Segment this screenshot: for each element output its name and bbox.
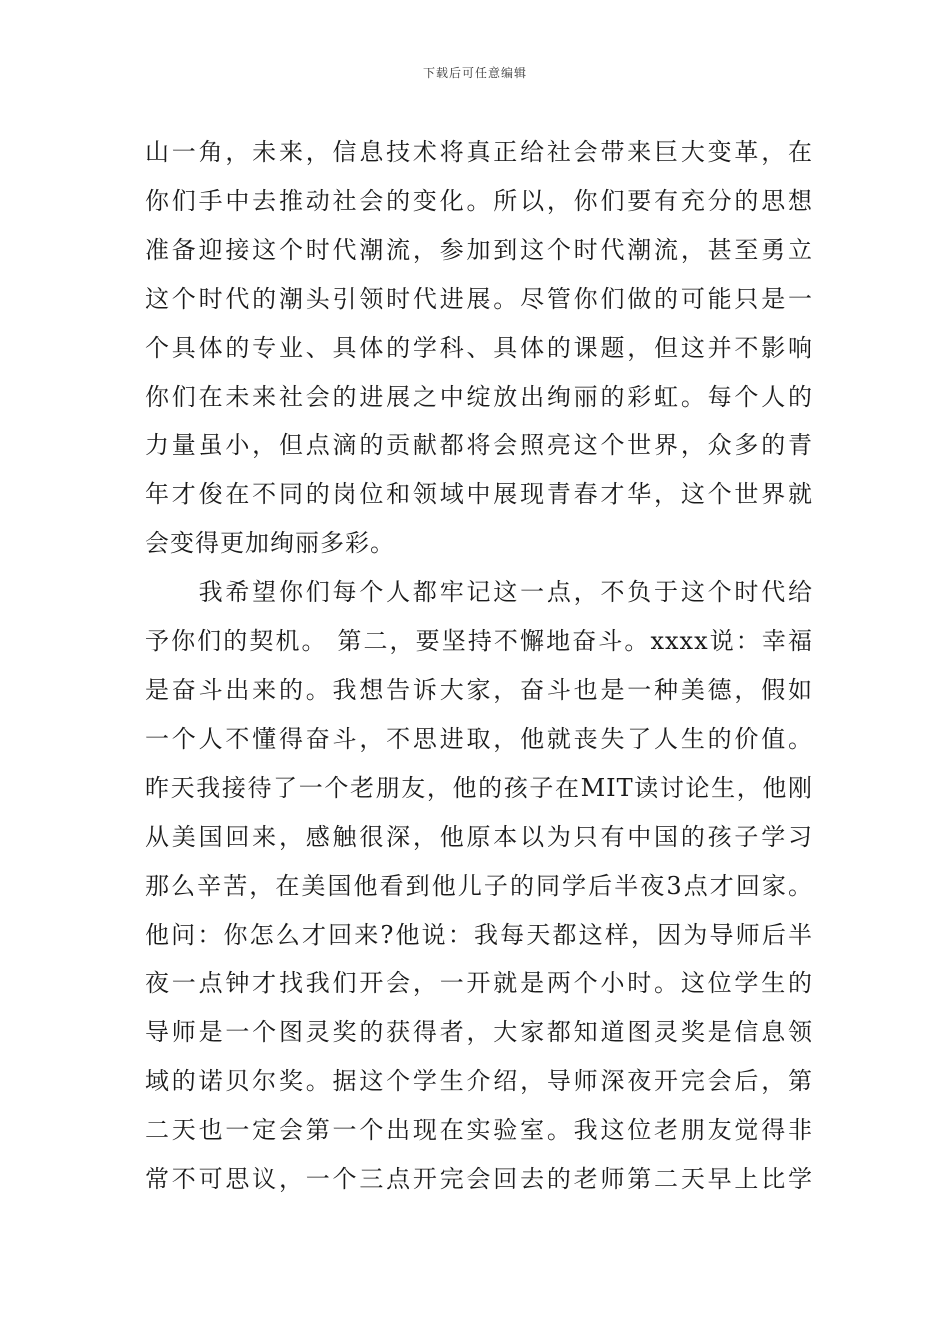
text-line-21: 二天也一定会第一个出现在实验室。我这位老朋友觉得非 (145, 1116, 813, 1145)
text-line-22: 常不可思议，一个三点开完会回去的老师第二天早上比学 (145, 1165, 813, 1194)
text-line-6: 你们在未来社会的进展之中绽放出绚丽的彩虹。每个人的 (145, 382, 813, 411)
document-body (145, 128, 813, 1204)
text-line-13: 一个人不懂得奋斗，不思进取，他就丧失了人生的价值。 (145, 724, 813, 753)
text-line-20: 域的诺贝尔奖。据这个学生介绍，导师深夜开完会后，第 (145, 1067, 813, 1096)
text-line-18: 夜一点钟才找我们开会，一开就是两个小时。这位学生的 (145, 969, 813, 998)
text-line-19: 导师是一个图灵奖的获得者，大家都知道图灵奖是信息领 (145, 1018, 813, 1047)
text-line-4: 这个时代的潮头引领时代进展。尽管你们做的可能只是一 (145, 284, 813, 313)
text-line-12: 是奋斗出来的。我想告诉大家，奋斗也是一种美德，假如 (145, 675, 813, 704)
text-line-9: 会变得更加绚丽多彩。 (145, 529, 395, 558)
text-line-5: 个具体的专业、具体的学科、具体的课题，但这并不影响 (145, 333, 813, 362)
text-line-17: 他问：你怎么才回来?他说：我每天都这样，因为导师后半 (145, 920, 813, 949)
text-line-15: 从美国回来，感触很深，他原本以为只有中国的孩子学习 (145, 822, 813, 851)
text-line-8: 年才俊在不同的岗位和领域中展现青春才华，这个世界就 (145, 480, 813, 509)
text-line-2: 你们手中去推动社会的变化。所以，你们要有充分的思想 (145, 186, 813, 215)
page-header: 下载后可任意编辑 (422, 66, 527, 80)
text-line-1: 山一角，未来，信息技术将真正给社会带来巨大变革，在 (145, 138, 813, 166)
text-line-10: 我希望你们每个人都牢记这一点，不负于这个时代给 (145, 578, 813, 607)
text-line-11: 予你们的契机。 第二，要坚持不懈地奋斗。xxxx说：幸福 (145, 627, 813, 656)
text-line-16: 那么辛苦，在美国他看到他儿子的同学后半夜3点才回家。 (145, 871, 813, 900)
text-line-14: 昨天我接待了一个老朋友，他的孩子在MIT读讨论生，他刚 (145, 773, 813, 802)
text-line-7: 力量虽小，但点滴的贡献都将会照亮这个世界，众多的青 (145, 431, 813, 460)
text-line-3: 准备迎接这个时代潮流，参加到这个时代潮流，甚至勇立 (145, 235, 813, 264)
